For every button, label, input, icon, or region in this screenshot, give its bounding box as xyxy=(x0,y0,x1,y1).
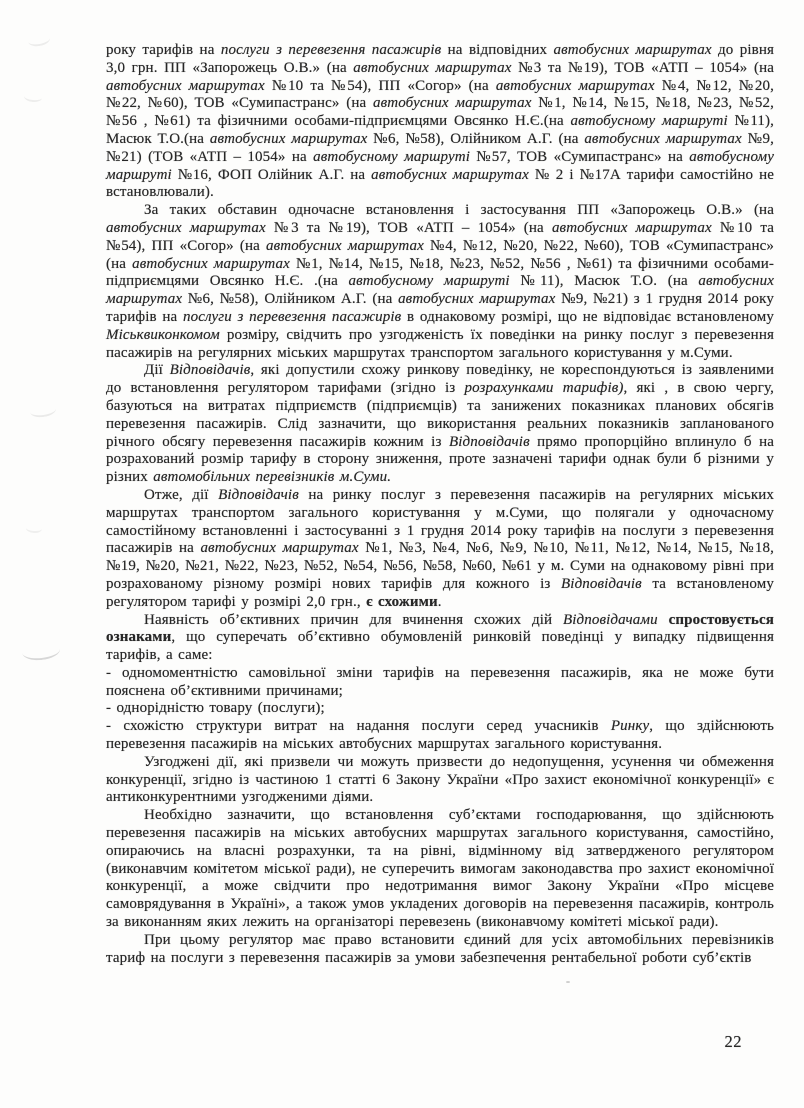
paragraph xyxy=(106,754,774,807)
text-run: За таких обставин одночасне встановлення і застосування ПП «Запорожець О.В.» (на xyxy=(144,202,774,219)
text-run: Наявність об’єктивних причин для вчинення схожих дій xyxy=(144,611,563,628)
text-run: №9, №21) (ТОВ «АТП – 1054» на xyxy=(106,130,774,165)
text-run xyxy=(658,612,669,628)
text-run: №6, №58), Олійником А.Г. (на xyxy=(182,291,399,308)
text-run: автобусних маршрутах xyxy=(106,273,774,308)
text-run: №1, №14, №15, №18, №23, №52, №56 , №61) та фізичними особами-підприємцями Овсянко Н.Є. .(на xyxy=(106,255,774,290)
text-run: на відповідних xyxy=(441,42,554,58)
text-run: Ринку xyxy=(610,718,650,735)
page-number: 22 xyxy=(724,1032,742,1051)
paragraph xyxy=(106,718,774,754)
scan-smudge xyxy=(24,91,43,103)
text-run: - одномоментністю самовільної зміни тарифів на перевезення пасажирів, яка не може бути пояснена об’єктивними причинами; xyxy=(106,664,774,699)
paragraph xyxy=(106,932,774,968)
text-run: №3 та №19), ТОВ «АТП – 1054» (на xyxy=(511,59,774,76)
text-run: Відповідачів xyxy=(218,486,299,503)
text-run: автобусних маршрутах xyxy=(200,540,359,557)
paragraph xyxy=(106,807,774,932)
scan-smudge xyxy=(21,640,61,662)
text-run: №16, ФОП Олійник А.Г. на xyxy=(171,166,372,183)
text-run: автобусному маршруті xyxy=(570,113,728,130)
text-run: . xyxy=(437,593,442,610)
text-run: на ринку послуг з перевезення пасажирів на регулярних міських маршрутах транспортом загального користування у м.Суми, що полягали у одночасному самостійному встановленні і застосуванні з 1 грудня 2014 року тарифів на послуги з перевезення пасажирів на xyxy=(106,486,775,557)
text-run: автобусних маршрутах xyxy=(132,255,290,272)
text-run: автомобільних перевізників м.Суми. xyxy=(153,469,392,486)
text-run: автобусних маршрутах xyxy=(373,95,532,112)
text-run: №1, №14, №15, №18, №23, №52, №56 , №61) та фізичними особами-підприємцями Овсянко Н.Є.(на xyxy=(106,95,774,130)
text-run: , які допустили схожу ринкову поведінку, не кореспондуються із заявленими до встановлення регулятором тарифами (згідно із xyxy=(106,362,775,397)
text-run: №3 та №19), ТОВ «АТП – 1054» (на xyxy=(265,219,552,236)
text-run: , що здійснюють перевезення пасажирів на міських автобусних маршрутах загального користування. xyxy=(106,718,774,753)
text-run: Міськвиконкомом xyxy=(106,326,220,343)
text-run: автобусних маршрутах xyxy=(551,219,712,236)
text-run: №10 та №54), ПП «Согор» (на xyxy=(264,77,496,94)
text-run: №9, №21) з 1 грудня 2014 року тарифів на xyxy=(106,291,774,325)
text-run: автобусних маршрутах xyxy=(553,42,712,58)
paragraph xyxy=(106,700,774,718)
text-run: Дії xyxy=(144,362,170,379)
text-run: №57, ТОВ «Сумипастранс» на xyxy=(469,148,690,165)
scan-speck xyxy=(566,981,570,983)
text-run: автобусних маршрутах xyxy=(353,59,512,76)
text-run: послуги з перевезення пасажирів xyxy=(183,308,402,325)
text-run: - однорідністю товару (послуги); xyxy=(106,700,325,717)
text-run: автобусних маршрутах xyxy=(398,291,556,308)
text-run: послуги з перевезення пасажирів xyxy=(220,42,442,58)
text-run: року тарифів на xyxy=(106,42,221,58)
text-run: №11), Масюк Т.О. (на xyxy=(509,273,699,290)
text-run: №10 та №54), ПП «Согор» (на xyxy=(106,219,774,254)
text-run: автобусних маршрутах xyxy=(106,219,266,236)
text-run: , що суперечать об’єктивно обумовленій ринковій поведінці у випадку підвищення тарифів, а саме: xyxy=(106,629,774,664)
text-run: розрахунками тарифів) xyxy=(464,380,624,397)
text-run: Отже, дії xyxy=(144,486,219,503)
text-run: - схожістю структури витрат на надання послуги серед учасників xyxy=(106,718,611,735)
document-body xyxy=(106,42,774,967)
scan-smudge xyxy=(27,32,51,48)
text-run: автобусних маршрутах xyxy=(495,77,655,94)
text-run: автобусних маршрутах xyxy=(106,77,265,94)
text-run: спростовується ознаками xyxy=(106,611,774,646)
text-run: є схожими xyxy=(366,593,438,610)
text-run: автобусних маршрутах xyxy=(371,166,529,183)
text-run: Необхідно зазначити, що встановлення суб’єктами господарювання, що здійснюють перевезення пасажирів на міських автобусних маршрутах загального користування, самостійно, опираючись на власні розрахунки, та на рівні, відмінному від затвердженого регулятором (виконавчим комітетом міської ради), не суперечить вимогам законодавства про захист економічної конкуренції, а може свідчити про недотримання вимог Закону України «Про місцеве самоврядування в Україні», а також умов укладених договорів на перевезення пасажирів, контроль за виконанням яких лежить на організаторі перевезень (виконавчому комітеті міської ради). xyxy=(106,807,774,931)
text-run: №4, №12, №20, №22, №60), ТОВ «Сумипастранс» (на xyxy=(106,77,774,112)
scan-smudge xyxy=(26,523,43,533)
text-run: до рівня 3,0 грн. ПП «Запорожець О.В.» (на xyxy=(106,42,775,76)
text-run: автобусних маршрутах xyxy=(584,130,742,147)
text-run: Відповідачів xyxy=(448,433,530,450)
paragraph xyxy=(106,42,774,202)
text-run: Узгоджені дії, які призвели чи можуть призвести до недопущення, усунення чи обмеження конкуренції, згідно із частиною 1 статті 6 Закону України «Про захист економічної конкуренції» є антиконкурентними узгодженими діями. xyxy=(106,753,774,806)
text-run: При цьому регулятор має право встановити єдиний для усіх автомобільних перевізників тариф на послуги з перевезення пасажирів за умови забезпечення рентабельної роботи суб’єктів xyxy=(106,931,774,966)
text-run: автобусних маршрутах xyxy=(209,130,368,147)
paragraph xyxy=(106,202,774,362)
text-run: Відповідачів xyxy=(561,575,642,592)
text-run: автобусному маршруті xyxy=(106,148,774,183)
text-run: та встановленому регулятором тарифі у розмірі 2,0 грн., xyxy=(106,575,774,610)
text-run: №6, №58), Олійником А.Г. (на xyxy=(367,130,585,147)
paragraph xyxy=(106,362,774,487)
text-run: прямо пропорційно вплинуло б на розрахований розмір тарифу в сторону зниження, проте зазначені тарифи однак були б різними у різних xyxy=(106,433,775,486)
text-run: в однаковому розмірі, що не відповідає встановленому xyxy=(401,308,774,325)
paragraph xyxy=(106,487,774,612)
paragraph xyxy=(106,665,774,701)
text-run: №4, №12, №20, №22, №60), ТОВ «Сумипастранс» (на xyxy=(106,237,775,272)
scan-smudge xyxy=(29,402,57,418)
text-run: автобусному маршруті xyxy=(348,273,510,290)
text-run: автобусних маршрутах xyxy=(266,237,424,254)
text-run: розміру, свідчить про узгодженість їх поведінки на ринку послуг з перевезення пасажирів на регулярних міських маршрутах транспортом загального користування у м.Суми. xyxy=(106,326,774,361)
text-run: , які , в свою чергу, базуються на витратах підприємств (підприємців) та занижених показниках планових обсягів перевезення пасажирів. Слід зазначити, що використання реальних показників запланованого річного обсягу перевезення пасажирів кожним із xyxy=(106,380,774,450)
text-run: Відповідачами xyxy=(562,611,658,628)
text-run: № 2 і №17А тарифи самостійно не встановлювали). xyxy=(106,166,775,201)
text-run: Відповідачів xyxy=(169,362,251,379)
text-run: №1, №3, №4, №6, №9, №10, №11, №12, №14, №15, №18, №19, №20, №21, №22, №23, №52, №54, №56, №58, №60, №61 у м. Суми на однаковому рівні при розрахованому різному розмірі нових тарифів для кожного із xyxy=(106,540,774,592)
paragraph xyxy=(106,612,774,665)
text-run: №11), Масюк Т.О.(на xyxy=(106,113,774,147)
text-run: автобусному маршруті xyxy=(313,148,470,165)
